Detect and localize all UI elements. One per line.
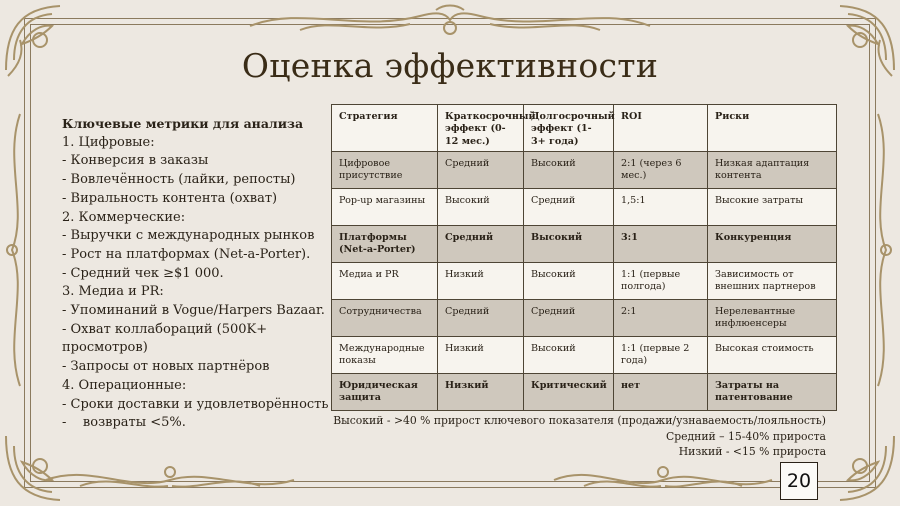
table-cell: Высокие затраты [708, 188, 837, 225]
metrics-line: 1. Цифровые: [62, 134, 155, 150]
table-cell: Высокий [524, 151, 614, 188]
header-risks: Риски [708, 105, 837, 152]
top-center-ornament-icon [240, 2, 660, 40]
metrics-line: - Средний чек ≥$1 000. [62, 265, 224, 281]
table-cell: Средний [438, 225, 524, 262]
legend-line-low: Низкий - <15 % прироста [678, 445, 826, 458]
table-row [332, 299, 837, 336]
table-cell: Критический [524, 373, 614, 410]
header-roi: ROI [614, 105, 708, 152]
legend [333, 413, 826, 460]
metrics-line: - Выручки с международных рынков [62, 228, 315, 244]
metrics-panel [62, 115, 329, 433]
table-cell: Средний [438, 299, 524, 336]
metrics-line: - возвраты <5%. [62, 415, 186, 431]
table-row [332, 188, 837, 225]
header-long-term: Долгосрочный эффект (1-3+ года) [524, 105, 614, 152]
metrics-line: - Запросы от новых партнёров [62, 359, 270, 375]
corner-ornament-bottom-right-icon [820, 426, 900, 506]
bottom-left-ornament-icon [40, 462, 300, 498]
legend-line-medium: Средний – 15-40% прироста [665, 429, 826, 443]
table-cell: Международные показы [332, 336, 438, 373]
table-cell: нет [614, 373, 708, 410]
table-cell: Средний [524, 299, 614, 336]
table-row [332, 262, 837, 299]
table-cell: 3:1 [614, 225, 708, 262]
table-cell: Высокий [524, 225, 614, 262]
metrics-line: - Вовлечённость (лайки, репосты) [62, 172, 296, 188]
right-side-ornament-icon [868, 110, 898, 390]
left-side-ornament-icon [0, 110, 30, 390]
header-strategy: Стратегия [332, 105, 438, 152]
table-cell: Юридическая защита [332, 373, 438, 410]
table-cell: Средний [524, 188, 614, 225]
metrics-line: - Упоминаний в Vogue/Harpers Bazaar. [62, 303, 325, 319]
table-cell: 1:1 (первые 2 года) [614, 336, 708, 373]
table-cell: Платформы (Net-a-Porter) [332, 225, 438, 262]
table-cell: Высокий [438, 188, 524, 225]
metrics-line: 2. Коммерческие: [62, 209, 186, 225]
metrics-line: 3. Медиа и PR: [62, 284, 164, 300]
metrics-line: - Виральность контента (охват) [62, 190, 278, 206]
table-cell: Pop-up магазины [332, 188, 438, 225]
page-number: 20 [780, 462, 818, 500]
table-cell: Низкий [438, 262, 524, 299]
table-cell: Высокий [524, 336, 614, 373]
metrics-line: - Сроки доставки и удовлетворённость [62, 396, 329, 412]
table-cell: 2:1 (через 6 мес.) [614, 151, 708, 188]
table-cell: Цифровое присутствие [332, 151, 438, 188]
legend-line-high: Высокий - >40 % прирост ключевого показателя (продажи/узнаваемость/лояльность) [333, 414, 826, 427]
table-row [332, 336, 837, 373]
table-row [332, 225, 837, 262]
table-cell: Нерелевантные инфлюенсеры [708, 299, 837, 336]
table-row [332, 151, 837, 188]
table-cell: Средний [438, 151, 524, 188]
table-cell: Медиа и PR [332, 262, 438, 299]
bottom-right-ornament-icon [548, 462, 778, 498]
table-cell: Высокая стоимость [708, 336, 837, 373]
metrics-line: - Конверсия в заказы [62, 153, 209, 169]
table-row [332, 373, 837, 410]
table-header-row [332, 105, 837, 152]
table-cell: Низкая адаптация контента [708, 151, 837, 188]
metrics-line: - Рост на платформах (Net-a-Porter). [62, 246, 311, 262]
table-cell: 1:1 (первые полгода) [614, 262, 708, 299]
strategy-table [331, 104, 837, 411]
metrics-line: 4. Операционные: [62, 377, 187, 393]
header-short-term: Краткосрочный эффект (0-12 мес.) [438, 105, 524, 152]
slide-title: Оценка эффективности [241, 46, 659, 85]
table-cell: Высокий [524, 262, 614, 299]
table-cell: 2:1 [614, 299, 708, 336]
metrics-heading: Ключевые метрики для анализа [62, 116, 304, 131]
table-cell: 1,5:1 [614, 188, 708, 225]
table-cell: Конкуренция [708, 225, 837, 262]
table-cell: Затраты на патентование [708, 373, 837, 410]
table-cell: Низкий [438, 373, 524, 410]
metrics-line: - Охват коллабораций (500K+ просмотров) [62, 321, 268, 356]
table-cell: Зависимость от внешних партнеров [708, 262, 837, 299]
table-cell: Низкий [438, 336, 524, 373]
table-cell: Сотрудничества [332, 299, 438, 336]
